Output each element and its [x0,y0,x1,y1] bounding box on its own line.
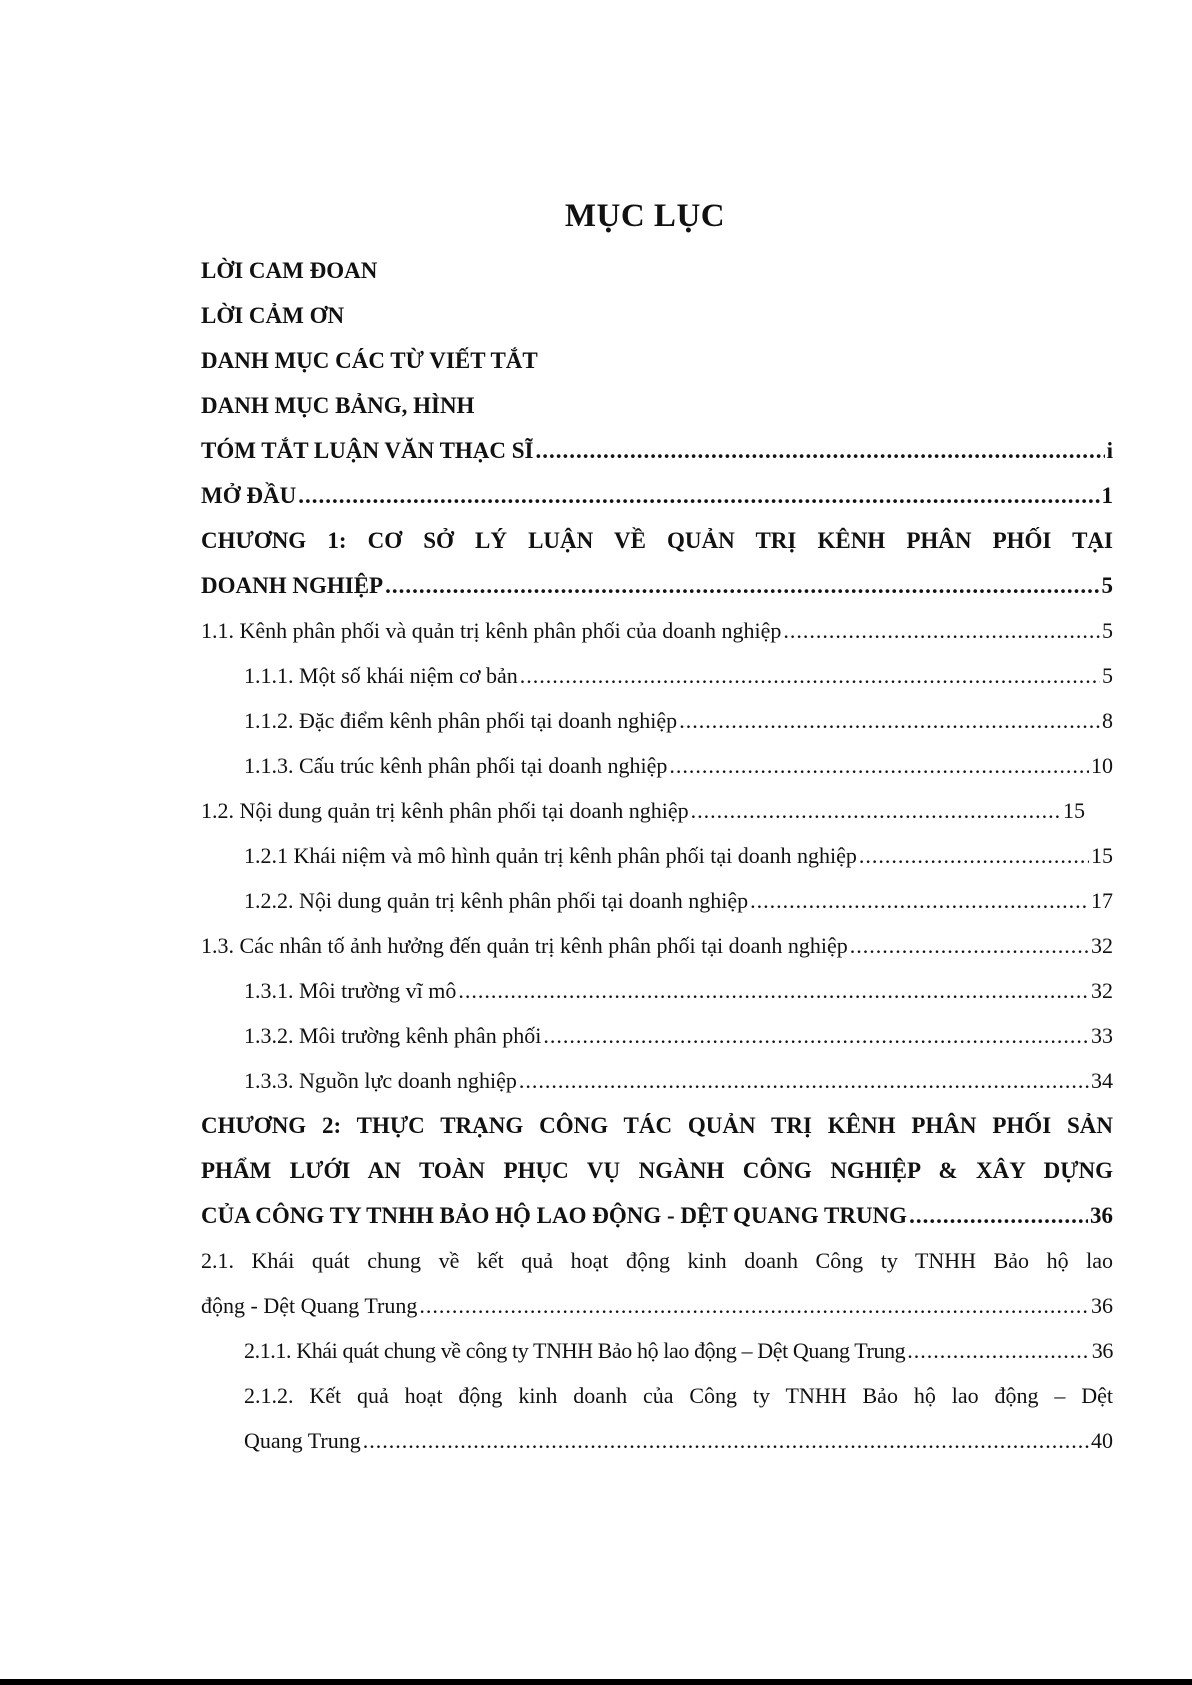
bottom-edge [0,1679,1192,1685]
toc-page-number: 8 [1102,708,1113,733]
toc-entry[interactable] [201,1328,1113,1373]
toc-entry[interactable] [201,968,1113,1013]
toc-page-number: 17 [1091,888,1113,913]
toc-entry-label: 1.3.2. Môi trường kênh phân phối [244,1023,542,1048]
toc-entry-label: Quang Trung [244,1428,361,1453]
toc-entry[interactable] [201,698,1113,743]
leader-dots [909,1193,1088,1238]
leader-dots [907,1328,1090,1373]
toc-entry-label: DANH MỤC CÁC TỪ VIẾT TẮT [201,348,538,373]
toc-entry-label: 1.2.1 Khái niệm và mô hình quản trị kênh phân phối tại doanh nghiệp [244,843,857,868]
toc-entry-label: LỜI CẢM ƠN [201,303,345,328]
toc-entry[interactable] [201,473,1113,518]
toc-page-number: 32 [1091,978,1113,1003]
toc-entry-chapter-2-line1[interactable] [201,1103,1113,1148]
leader-dots [543,1013,1089,1058]
toc-entry[interactable] [201,383,1113,428]
leader-dots [519,1058,1089,1103]
toc-page-number: 36 [1090,1203,1113,1228]
toc-page-number: i [1106,438,1113,463]
toc-entry[interactable] [201,743,1113,788]
leader-dots [363,1418,1089,1463]
toc-entry[interactable] [201,338,1113,383]
toc-entry[interactable] [201,608,1113,653]
toc-page-number: 10 [1091,753,1113,778]
leader-dots [691,788,1061,833]
toc-page-number: 5 [1102,663,1113,688]
toc-page-number: 40 [1091,1428,1113,1453]
toc-entry-label: DANH MỤC BẢNG, HÌNH [201,393,475,418]
toc-page-number: 5 [1102,618,1113,643]
toc-entry-label: 1.1.1. Một số khái niệm cơ bản [244,663,518,688]
toc-entry-chapter-1[interactable] [201,563,1113,608]
toc-entry-2-1[interactable] [201,1283,1113,1328]
toc-entry[interactable] [201,923,1113,968]
leader-dots [669,743,1089,788]
leader-dots [679,698,1100,743]
toc-entry-label: 1.3.1. Môi trường vĩ mô [244,978,457,1003]
toc-entry-label: 1.2. Nội dung quản trị kênh phân phối tại doanh nghiệp [201,798,689,823]
toc-page-number: 5 [1101,573,1113,598]
toc-entry[interactable] [201,428,1113,473]
toc-entry[interactable] [201,248,1113,293]
toc-entry-label: 1.3.3. Nguồn lực doanh nghiệp [244,1068,517,1093]
toc-entry-label: 2.1.1. Khái quát chung về công ty TNHH Bảo hộ lao động – Dệt Quang Trung [244,1338,906,1363]
leader-dots [419,1283,1089,1328]
toc-entry-chapter-2-line2[interactable] [201,1148,1113,1193]
toc-entry-label: 1.2.2. Nội dung quản trị kênh phân phối tại doanh nghiệp [244,888,749,913]
toc-entry[interactable] [201,788,1113,833]
toc-entry-label: 1.1.3. Cấu trúc kênh phân phối tại doanh nghiệp [244,753,668,778]
toc-entry-label: 2.1. Khái quát chung về kết quả hoạt động kinh doanh Công ty TNHH Bảo hộ lao [201,1248,1113,1273]
toc-entry-label: DOANH NGHIỆP [201,573,384,598]
toc-page-number: 36 [1091,1293,1113,1318]
toc-entry-2-1-2-line1[interactable] [201,1373,1113,1418]
leader-dots [859,833,1089,878]
toc-entry-label: 1.3. Các nhân tố ảnh hưởng đến quản trị kênh phân phối tại doanh nghiệp [201,933,848,958]
toc-page-number: 36 [1091,1338,1113,1363]
toc-entry-label: CHƯƠNG 2: THỰC TRẠNG CÔNG TÁC QUẢN TRỊ KÊNH PHÂN PHỐI SẢN [201,1113,1113,1138]
toc-entry[interactable] [201,878,1113,923]
toc-entry[interactable] [201,1013,1113,1058]
toc-entry-label: MỞ ĐẦU [201,483,297,508]
toc-entry-2-1-2[interactable] [201,1418,1113,1463]
leader-dots [385,563,1099,608]
toc-entry-label: 2.1.2. Kết quả hoạt động kinh doanh của Công ty TNHH Bảo hộ lao động – Dệt [244,1383,1113,1408]
toc-page-number: 32 [1091,933,1113,958]
toc-entry-label: TÓM TẮT LUẬN VĂN THẠC SĨ [201,438,534,463]
toc-entry-label: 1.1.2. Đặc điểm kênh phân phối tại doanh nghiệp [244,708,678,733]
toc-entry-label: CHƯƠNG 1: CƠ SỞ LÝ LUẬN VỀ QUẢN TRỊ KÊNH PHÂN PHỐI TẠI [201,528,1113,553]
leader-dots [850,923,1089,968]
toc-entry-chapter-2[interactable] [201,1193,1113,1238]
table-of-contents [201,248,1113,1463]
toc-page-number: 15 [1063,798,1085,823]
leader-dots [750,878,1089,923]
toc-entry-label: động - Dệt Quang Trung [201,1293,418,1318]
toc-entry-chapter-1-line1[interactable] [201,518,1113,563]
toc-entry-label: CỦA CÔNG TY TNHH BẢO HỘ LAO ĐỘNG - DỆT QUANG TRUNG [201,1203,908,1228]
toc-entry-label: PHẨM LƯỚI AN TOÀN PHỤC VỤ NGÀNH CÔNG NGHIỆP & XÂY DỰNG [201,1158,1113,1183]
toc-entry[interactable] [201,833,1113,878]
toc-entry[interactable] [201,1058,1113,1103]
page-title: MỤC LỤC [564,198,726,234]
toc-entry[interactable] [201,653,1113,698]
leader-dots [536,428,1105,473]
toc-entry[interactable] [201,293,1113,338]
toc-entry-label: 1.1. Kênh phân phối và quản trị kênh phân phối của doanh nghiệp [201,618,782,643]
toc-page-number: 34 [1091,1068,1113,1093]
toc-page-number: 33 [1091,1023,1113,1048]
leader-dots [298,473,1099,518]
leader-dots [783,608,1100,653]
toc-page-number: 15 [1091,843,1113,868]
toc-entry-label: LỜI CAM ĐOAN [201,258,378,283]
toc-page-number: 1 [1101,483,1113,508]
leader-dots [458,968,1089,1013]
toc-entry-2-1-line1[interactable] [201,1238,1113,1283]
leader-dots [520,653,1100,698]
